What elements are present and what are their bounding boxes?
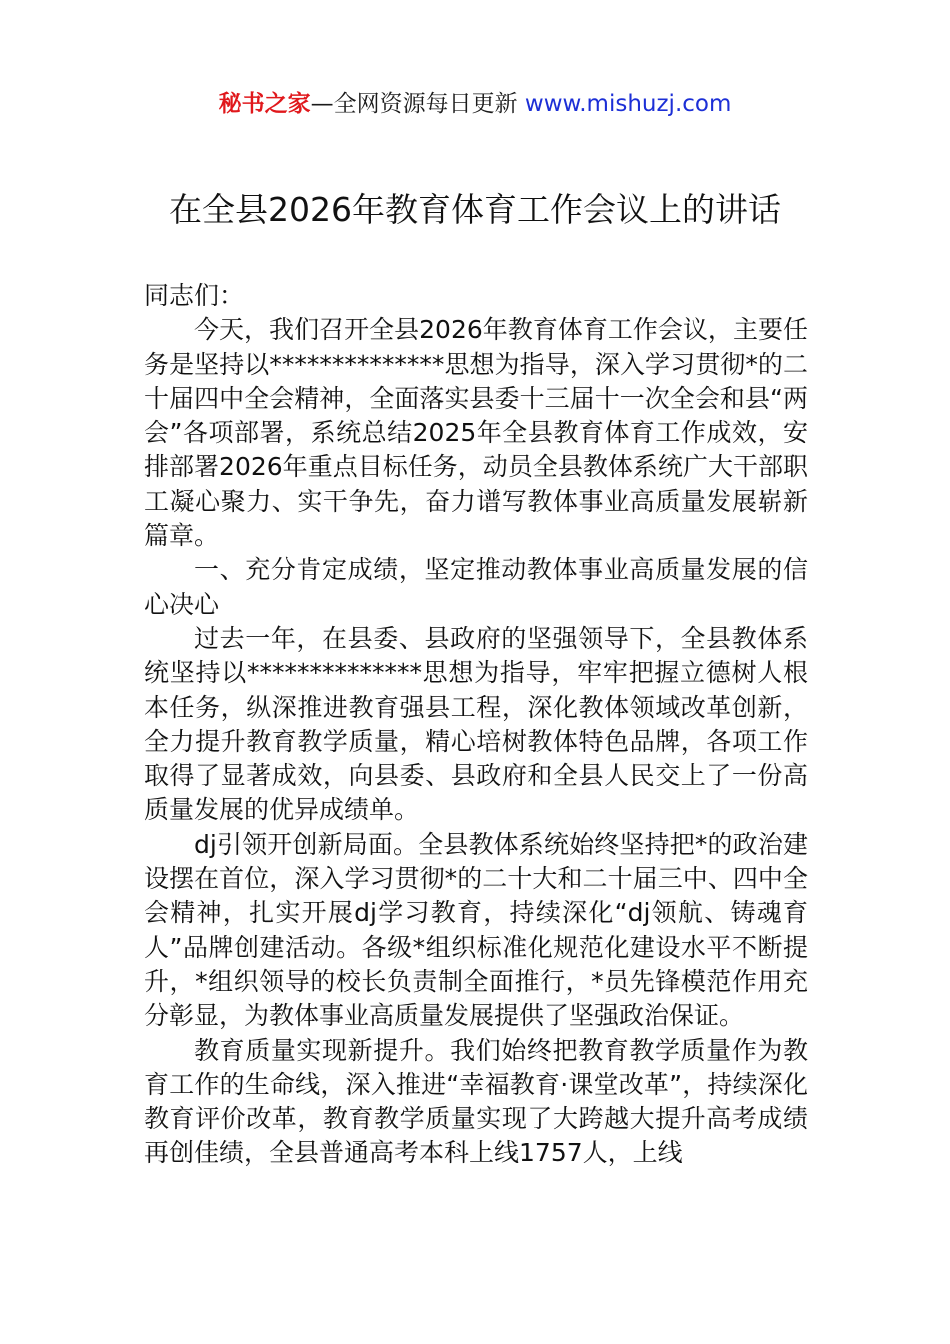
paragraph-intro: 今天，我们召开全县2026年教育体育工作会议，主要任务是坚持以**************思想为指导，深入学习贯彻*的二十届四中全会精神，全面落实县委十三届十一次全会和县“两会”各项部署，系统总结2025年全县教育体育工作成效，安排部署2026年重点目标任务，动员全县教体系统广大干部职工凝心聚力、实干争先，奋力谱写教体事业高质量发展崭新篇章。: [144, 315, 808, 551]
brand-name[interactable]: 秘书之家: [218, 91, 311, 117]
salutation: 同志们：: [144, 281, 245, 310]
document-title: 在全县2026年教育体育工作会议上的讲话: [169, 190, 781, 229]
header-tagline: —全网资源每日更新: [310, 91, 525, 117]
paragraph-education-quality: 教育质量实现新提升。我们始终把教育教学质量作为教育工作的生命线，深入推进“幸福教育·课堂改革”，持续深化教育评价改革，教育教学质量实现了大跨越大提升高考成绩再创佳绩，全县普通高考本科上线1757人，上线: [144, 1035, 808, 1168]
site-header-banner: [0, 88, 950, 120]
paragraph-summary: 过去一年，在县委、县政府的坚强领导下，全县教体系统坚持以**************思想为指导，牢牢把握立德树人根本任务，纵深推进教育强县工程，深化教体领域改革创新，全力提升教育教学质量，精心培树教体特色品牌，各项工作取得了显著成效，向县委、县政府和全县人民交上了一份高质量发展的优异成绩单。: [144, 623, 808, 825]
section-heading-1: 一、充分肯定成绩，坚定推动教体事业高质量发展的信心决心: [144, 555, 808, 619]
site-url-link[interactable]: www.mishuzj.com: [524, 91, 732, 117]
document-body: [144, 279, 808, 1171]
paragraph-party-leadership: dj引领开创新局面。全县教体系统始终坚持把*的政治建设摆在首位，深入学习贯彻*的二十大和二十届三中、四中全会精神，扎实开展dj学习教育，持续深化“dj领航、铸魂育人”品牌创建活动。各级*组织标准化规范化建设水平不断提升，*组织领导的校长负责制全面推行，*员先锋模范作用充分彰显，为教体事业高质量发展提供了坚强政治保证。: [144, 829, 808, 1031]
